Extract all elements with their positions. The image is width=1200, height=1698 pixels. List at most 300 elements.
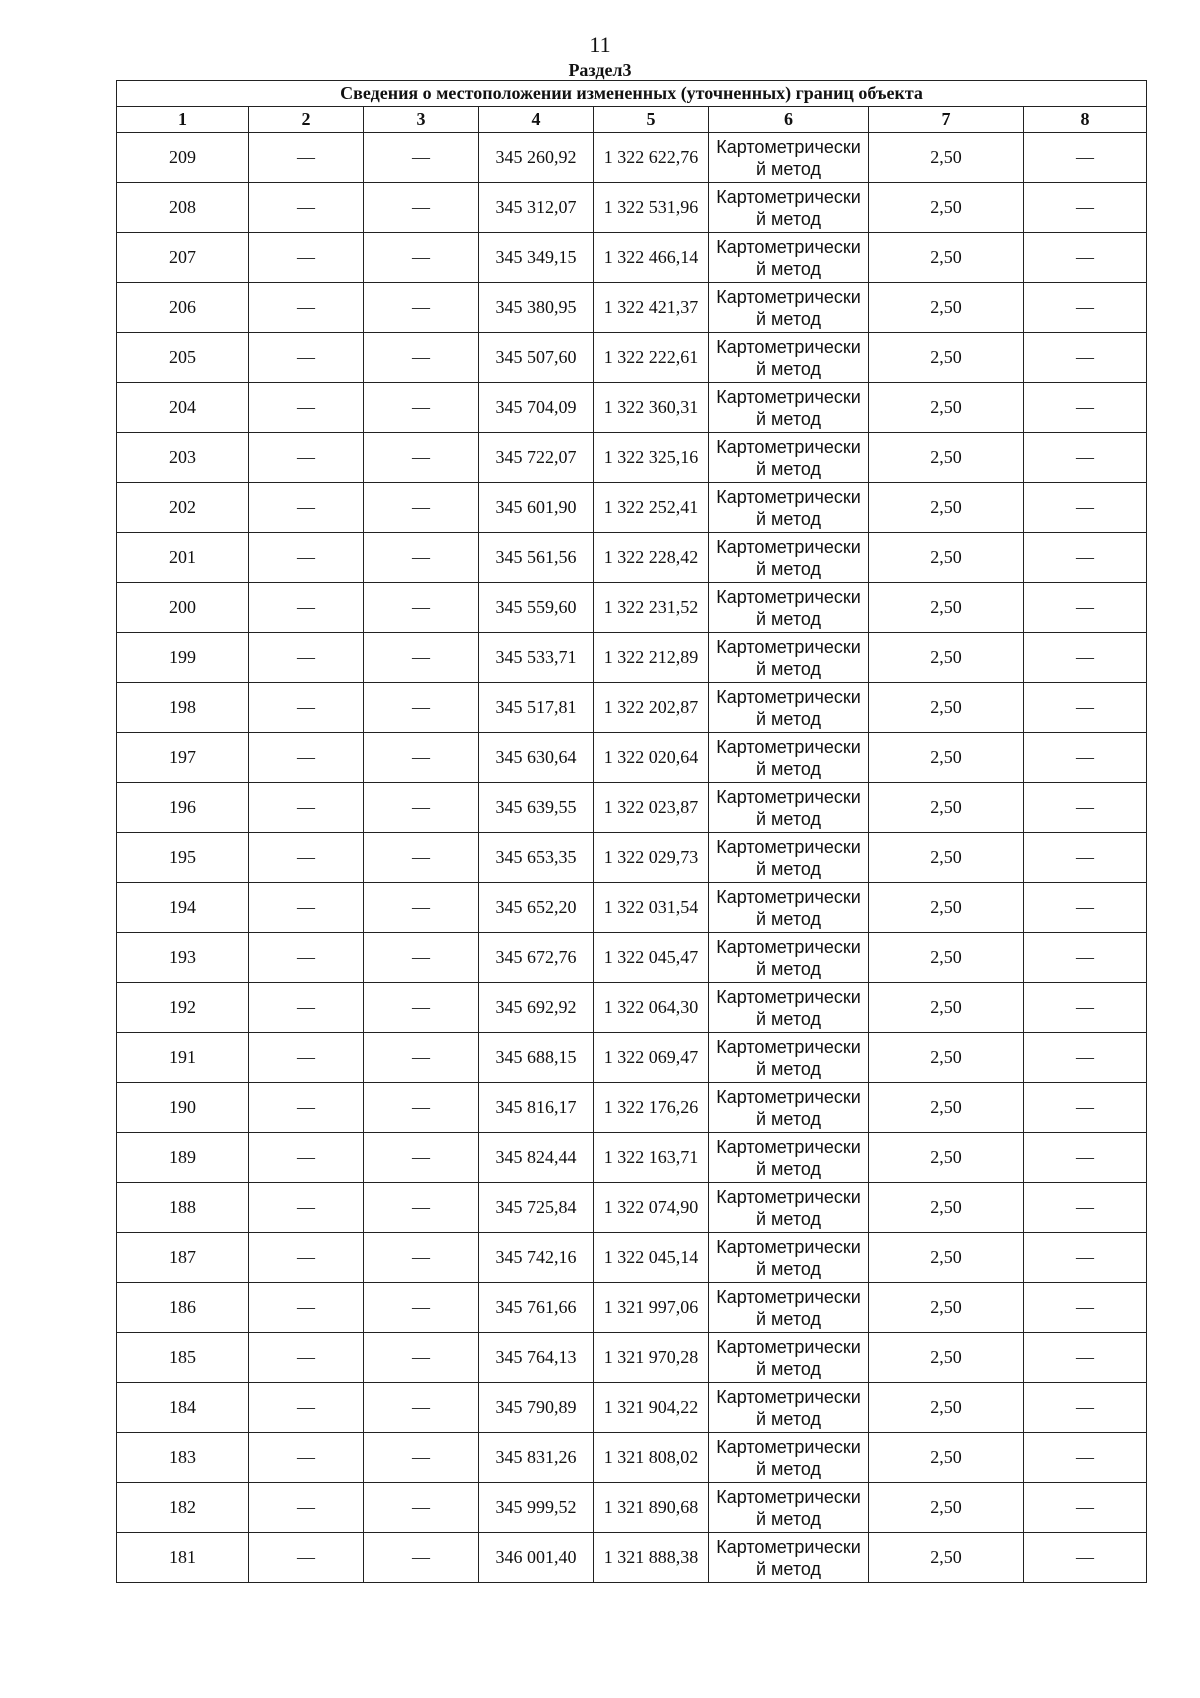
col8-cell: —	[1024, 1083, 1147, 1133]
method-line-2: й метод	[755, 1408, 821, 1429]
col8-cell: —	[1024, 133, 1147, 183]
col2-cell: —	[249, 883, 364, 933]
point-number-cell: 192	[117, 983, 249, 1033]
col2-cell: —	[249, 1133, 364, 1183]
y-coordinate-cell: 1 322 360,31	[594, 383, 709, 433]
point-number-cell: 182	[117, 1483, 249, 1533]
point-number-cell: 187	[117, 1233, 249, 1283]
column-number: 1	[117, 107, 249, 133]
accuracy-cell: 2,50	[869, 783, 1024, 833]
table-row	[117, 733, 1147, 783]
method-line-1: Картометрически	[716, 1286, 861, 1307]
method-line-1: Картометрически	[716, 686, 861, 707]
method-line-1: Картометрически	[716, 736, 861, 757]
x-coordinate-cell: 345 742,16	[479, 1233, 594, 1283]
point-number-cell: 207	[117, 233, 249, 283]
point-number-cell: 186	[117, 1283, 249, 1333]
method-cell	[709, 683, 869, 733]
column-number: 8	[1024, 107, 1147, 133]
table-row	[117, 133, 1147, 183]
method-line-2: й метод	[755, 1108, 821, 1129]
method-line-2: й метод	[755, 1558, 821, 1579]
y-coordinate-cell: 1 322 466,14	[594, 233, 709, 283]
col8-cell: —	[1024, 833, 1147, 883]
col3-cell: —	[364, 383, 479, 433]
method-line-1: Картометрически	[716, 1386, 861, 1407]
col8-cell: —	[1024, 1333, 1147, 1383]
method-line-1: Картометрически	[716, 586, 861, 607]
method-cell	[709, 1233, 869, 1283]
method-line-2: й метод	[755, 158, 821, 179]
accuracy-cell: 2,50	[869, 433, 1024, 483]
y-coordinate-cell: 1 322 231,52	[594, 583, 709, 633]
method-cell	[709, 983, 869, 1033]
table-row	[117, 1483, 1147, 1533]
table-row	[117, 283, 1147, 333]
col8-cell: —	[1024, 983, 1147, 1033]
point-number-cell: 184	[117, 1383, 249, 1433]
method-cell	[709, 1083, 869, 1133]
method-line-2: й метод	[755, 508, 821, 529]
col8-cell: —	[1024, 1033, 1147, 1083]
table-row	[117, 1433, 1147, 1483]
method-line-1: Картометрически	[716, 286, 861, 307]
method-line-2: й метод	[755, 708, 821, 729]
x-coordinate-cell: 345 688,15	[479, 1033, 594, 1083]
accuracy-cell: 2,50	[869, 333, 1024, 383]
table-row	[117, 633, 1147, 683]
point-number-cell: 193	[117, 933, 249, 983]
method-cell	[709, 1033, 869, 1083]
method-line-2: й метод	[755, 1008, 821, 1029]
col8-cell: —	[1024, 1283, 1147, 1333]
x-coordinate-cell: 345 559,60	[479, 583, 594, 633]
col3-cell: —	[364, 1333, 479, 1383]
method-line-1: Картометрически	[716, 236, 861, 257]
col3-cell: —	[364, 283, 479, 333]
accuracy-cell: 2,50	[869, 883, 1024, 933]
method-cell	[709, 583, 869, 633]
column-number: 7	[869, 107, 1024, 133]
col2-cell: —	[249, 983, 364, 1033]
table-row	[117, 1033, 1147, 1083]
method-line-2: й метод	[755, 258, 821, 279]
point-number-cell: 191	[117, 1033, 249, 1083]
table-row	[117, 433, 1147, 483]
col8-cell: —	[1024, 733, 1147, 783]
table-row	[117, 1333, 1147, 1383]
col8-cell: —	[1024, 1133, 1147, 1183]
col3-cell: —	[364, 733, 479, 783]
method-cell	[709, 633, 869, 683]
col2-cell: —	[249, 1533, 364, 1583]
col8-cell: —	[1024, 1533, 1147, 1583]
method-line-2: й метод	[755, 608, 821, 629]
accuracy-cell: 2,50	[869, 983, 1024, 1033]
y-coordinate-cell: 1 322 163,71	[594, 1133, 709, 1183]
method-line-2: й метод	[755, 208, 821, 229]
x-coordinate-cell: 345 349,15	[479, 233, 594, 283]
col2-cell: —	[249, 1483, 364, 1533]
method-line-1: Картометрически	[716, 1186, 861, 1207]
x-coordinate-cell: 345 824,44	[479, 1133, 594, 1183]
col2-cell: —	[249, 1233, 364, 1283]
point-number-cell: 201	[117, 533, 249, 583]
x-coordinate-cell: 345 704,09	[479, 383, 594, 433]
x-coordinate-cell: 345 533,71	[479, 633, 594, 683]
x-coordinate-cell: 345 761,66	[479, 1283, 594, 1333]
table-row	[117, 1083, 1147, 1133]
method-cell	[709, 133, 869, 183]
column-number: 5	[594, 107, 709, 133]
method-cell	[709, 1483, 869, 1533]
point-number-cell: 199	[117, 633, 249, 683]
col8-cell: —	[1024, 233, 1147, 283]
method-line-2: й метод	[755, 408, 821, 429]
table-row	[117, 583, 1147, 633]
y-coordinate-cell: 1 321 890,68	[594, 1483, 709, 1533]
y-coordinate-cell: 1 321 888,38	[594, 1533, 709, 1583]
method-line-1: Картометрически	[716, 1336, 861, 1357]
table-row	[117, 233, 1147, 283]
col2-cell: —	[249, 1033, 364, 1083]
y-coordinate-cell: 1 321 808,02	[594, 1433, 709, 1483]
y-coordinate-cell: 1 322 325,16	[594, 433, 709, 483]
col3-cell: —	[364, 183, 479, 233]
table-row	[117, 933, 1147, 983]
col2-cell: —	[249, 1083, 364, 1133]
col8-cell: —	[1024, 483, 1147, 533]
x-coordinate-cell: 345 312,07	[479, 183, 594, 233]
point-number-cell: 198	[117, 683, 249, 733]
col3-cell: —	[364, 1083, 479, 1133]
accuracy-cell: 2,50	[869, 133, 1024, 183]
method-line-1: Картометрически	[716, 786, 861, 807]
point-number-cell: 185	[117, 1333, 249, 1383]
y-coordinate-cell: 1 322 045,14	[594, 1233, 709, 1283]
accuracy-cell: 2,50	[869, 733, 1024, 783]
col3-cell: —	[364, 783, 479, 833]
col8-cell: —	[1024, 1483, 1147, 1533]
method-cell	[709, 833, 869, 883]
method-line-1: Картометрически	[716, 536, 861, 557]
method-line-1: Картометрически	[716, 186, 861, 207]
column-number: 6	[709, 107, 869, 133]
method-line-2: й метод	[755, 458, 821, 479]
method-line-1: Картометрически	[716, 836, 861, 857]
accuracy-cell: 2,50	[869, 1083, 1024, 1133]
method-line-2: й метод	[755, 1308, 821, 1329]
table-row	[117, 683, 1147, 733]
table-row	[117, 1283, 1147, 1333]
point-number-cell: 208	[117, 183, 249, 233]
point-number-cell: 205	[117, 333, 249, 383]
col3-cell: —	[364, 233, 479, 283]
method-line-1: Картометрически	[716, 1436, 861, 1457]
column-number: 2	[249, 107, 364, 133]
col8-cell: —	[1024, 633, 1147, 683]
x-coordinate-cell: 345 831,26	[479, 1433, 594, 1483]
table-row	[117, 783, 1147, 833]
col2-cell: —	[249, 433, 364, 483]
col8-cell: —	[1024, 583, 1147, 633]
col8-cell: —	[1024, 683, 1147, 733]
accuracy-cell: 2,50	[869, 1033, 1024, 1083]
method-cell	[709, 533, 869, 583]
col3-cell: —	[364, 533, 479, 583]
y-coordinate-cell: 1 322 531,96	[594, 183, 709, 233]
method-cell	[709, 233, 869, 283]
x-coordinate-cell: 345 517,81	[479, 683, 594, 733]
point-number-cell: 181	[117, 1533, 249, 1583]
table-row	[117, 533, 1147, 583]
section-title: Раздел3	[568, 60, 632, 80]
accuracy-cell: 2,50	[869, 483, 1024, 533]
table-row	[117, 983, 1147, 1033]
col3-cell: —	[364, 333, 479, 383]
method-line-2: й метод	[755, 658, 821, 679]
col8-cell: —	[1024, 383, 1147, 433]
x-coordinate-cell: 345 639,55	[479, 783, 594, 833]
col8-cell: —	[1024, 933, 1147, 983]
y-coordinate-cell: 1 322 622,76	[594, 133, 709, 183]
column-number-row	[117, 107, 1147, 133]
table-row	[117, 1183, 1147, 1233]
point-number-cell: 183	[117, 1433, 249, 1483]
point-number-cell: 200	[117, 583, 249, 633]
page-number: 11	[589, 32, 611, 57]
col3-cell: —	[364, 1133, 479, 1183]
col2-cell: —	[249, 683, 364, 733]
x-coordinate-cell: 345 722,07	[479, 433, 594, 483]
accuracy-cell: 2,50	[869, 233, 1024, 283]
accuracy-cell: 2,50	[869, 383, 1024, 433]
x-coordinate-cell: 346 001,40	[479, 1533, 594, 1583]
col3-cell: —	[364, 683, 479, 733]
col2-cell: —	[249, 1183, 364, 1233]
method-cell	[709, 1283, 869, 1333]
x-coordinate-cell: 345 561,56	[479, 533, 594, 583]
accuracy-cell: 2,50	[869, 633, 1024, 683]
y-coordinate-cell: 1 321 970,28	[594, 1333, 709, 1383]
method-line-2: й метод	[755, 1508, 821, 1529]
point-number-cell: 194	[117, 883, 249, 933]
accuracy-cell: 2,50	[869, 683, 1024, 733]
method-line-2: й метод	[755, 908, 821, 929]
method-cell	[709, 1133, 869, 1183]
col2-cell: —	[249, 833, 364, 883]
method-line-2: й метод	[755, 1058, 821, 1079]
column-number: 3	[364, 107, 479, 133]
method-cell	[709, 283, 869, 333]
method-line-2: й метод	[755, 958, 821, 979]
y-coordinate-cell: 1 322 029,73	[594, 833, 709, 883]
method-cell	[709, 933, 869, 983]
x-coordinate-cell: 345 653,35	[479, 833, 594, 883]
method-line-2: й метод	[755, 808, 821, 829]
col8-cell: —	[1024, 333, 1147, 383]
y-coordinate-cell: 1 322 074,90	[594, 1183, 709, 1233]
method-cell	[709, 183, 869, 233]
table-caption: Сведения о местоположении измененных (уточненных) границ объекта	[117, 81, 1147, 107]
col8-cell: —	[1024, 1183, 1147, 1233]
method-cell	[709, 333, 869, 383]
method-line-1: Картометрически	[716, 336, 861, 357]
x-coordinate-cell: 345 692,92	[479, 983, 594, 1033]
accuracy-cell: 2,50	[869, 1183, 1024, 1233]
method-line-2: й метод	[755, 858, 821, 879]
col2-cell: —	[249, 333, 364, 383]
point-number-cell: 209	[117, 133, 249, 183]
col2-cell: —	[249, 383, 364, 433]
x-coordinate-cell: 345 999,52	[479, 1483, 594, 1533]
accuracy-cell: 2,50	[869, 833, 1024, 883]
col8-cell: —	[1024, 533, 1147, 583]
col8-cell: —	[1024, 1433, 1147, 1483]
method-line-2: й метод	[755, 358, 821, 379]
x-coordinate-cell: 345 652,20	[479, 883, 594, 933]
method-line-1: Картометрически	[716, 1486, 861, 1507]
point-number-cell: 195	[117, 833, 249, 883]
method-line-2: й метод	[755, 558, 821, 579]
col3-cell: —	[364, 1533, 479, 1583]
col3-cell: —	[364, 133, 479, 183]
col8-cell: —	[1024, 783, 1147, 833]
point-number-cell: 202	[117, 483, 249, 533]
col3-cell: —	[364, 1383, 479, 1433]
table-row	[117, 1533, 1147, 1583]
method-line-2: й метод	[755, 1458, 821, 1479]
x-coordinate-cell: 345 260,92	[479, 133, 594, 183]
table-row	[117, 183, 1147, 233]
col8-cell: —	[1024, 883, 1147, 933]
col3-cell: —	[364, 1233, 479, 1283]
col3-cell: —	[364, 1483, 479, 1533]
col2-cell: —	[249, 783, 364, 833]
x-coordinate-cell: 345 816,17	[479, 1083, 594, 1133]
y-coordinate-cell: 1 322 228,42	[594, 533, 709, 583]
method-cell	[709, 783, 869, 833]
point-number-cell: 203	[117, 433, 249, 483]
method-line-1: Картометрически	[716, 986, 861, 1007]
col2-cell: —	[249, 1333, 364, 1383]
col2-cell: —	[249, 233, 364, 283]
x-coordinate-cell: 345 764,13	[479, 1333, 594, 1383]
accuracy-cell: 2,50	[869, 1383, 1024, 1433]
table-row	[117, 333, 1147, 383]
col2-cell: —	[249, 1433, 364, 1483]
y-coordinate-cell: 1 322 045,47	[594, 933, 709, 983]
accuracy-cell: 2,50	[869, 583, 1024, 633]
col2-cell: —	[249, 633, 364, 683]
method-line-1: Картометрически	[716, 1086, 861, 1107]
method-line-1: Картометрически	[716, 1036, 861, 1057]
method-line-1: Картометрически	[716, 1136, 861, 1157]
method-line-2: й метод	[755, 1358, 821, 1379]
accuracy-cell: 2,50	[869, 1433, 1024, 1483]
method-cell	[709, 1333, 869, 1383]
table-row	[117, 1233, 1147, 1283]
point-number-cell: 206	[117, 283, 249, 333]
method-line-1: Картометрически	[716, 136, 861, 157]
table-body	[117, 133, 1147, 1583]
accuracy-cell: 2,50	[869, 1483, 1024, 1533]
col2-cell: —	[249, 1283, 364, 1333]
method-cell	[709, 1383, 869, 1433]
boundary-coordinates-table	[116, 80, 1147, 1583]
accuracy-cell: 2,50	[869, 1283, 1024, 1333]
col3-cell: —	[364, 983, 479, 1033]
y-coordinate-cell: 1 322 252,41	[594, 483, 709, 533]
method-cell	[709, 733, 869, 783]
col3-cell: —	[364, 933, 479, 983]
col8-cell: —	[1024, 183, 1147, 233]
method-cell	[709, 1433, 869, 1483]
col8-cell: —	[1024, 1233, 1147, 1283]
method-cell	[709, 1533, 869, 1583]
method-line-1: Картометрически	[716, 936, 861, 957]
method-line-1: Картометрически	[716, 1236, 861, 1257]
method-line-2: й метод	[755, 758, 821, 779]
x-coordinate-cell: 345 790,89	[479, 1383, 594, 1433]
col3-cell: —	[364, 1183, 479, 1233]
y-coordinate-cell: 1 322 176,26	[594, 1083, 709, 1133]
point-number-cell: 189	[117, 1133, 249, 1183]
accuracy-cell: 2,50	[869, 1333, 1024, 1383]
table-row	[117, 1383, 1147, 1433]
col2-cell: —	[249, 583, 364, 633]
method-line-1: Картометрически	[716, 386, 861, 407]
y-coordinate-cell: 1 321 997,06	[594, 1283, 709, 1333]
method-cell	[709, 883, 869, 933]
accuracy-cell: 2,50	[869, 1133, 1024, 1183]
y-coordinate-cell: 1 322 069,47	[594, 1033, 709, 1083]
method-line-1: Картометрически	[716, 1536, 861, 1557]
col3-cell: —	[364, 1283, 479, 1333]
accuracy-cell: 2,50	[869, 1233, 1024, 1283]
method-cell	[709, 483, 869, 533]
col2-cell: —	[249, 183, 364, 233]
x-coordinate-cell: 345 380,95	[479, 283, 594, 333]
method-cell	[709, 383, 869, 433]
y-coordinate-cell: 1 322 064,30	[594, 983, 709, 1033]
method-line-1: Картометрически	[716, 486, 861, 507]
col2-cell: —	[249, 733, 364, 783]
col3-cell: —	[364, 833, 479, 883]
x-coordinate-cell: 345 725,84	[479, 1183, 594, 1233]
method-line-1: Картометрически	[716, 436, 861, 457]
table-row	[117, 383, 1147, 433]
col3-cell: —	[364, 1433, 479, 1483]
point-number-cell: 197	[117, 733, 249, 783]
column-number: 4	[479, 107, 594, 133]
x-coordinate-cell: 345 672,76	[479, 933, 594, 983]
col2-cell: —	[249, 133, 364, 183]
y-coordinate-cell: 1 322 023,87	[594, 783, 709, 833]
col3-cell: —	[364, 433, 479, 483]
col3-cell: —	[364, 1033, 479, 1083]
method-line-2: й метод	[755, 1208, 821, 1229]
table-row	[117, 1133, 1147, 1183]
y-coordinate-cell: 1 322 202,87	[594, 683, 709, 733]
x-coordinate-cell: 345 601,90	[479, 483, 594, 533]
point-number-cell: 204	[117, 383, 249, 433]
accuracy-cell: 2,50	[869, 1533, 1024, 1583]
col2-cell: —	[249, 533, 364, 583]
col2-cell: —	[249, 1383, 364, 1433]
method-line-2: й метод	[755, 1258, 821, 1279]
col8-cell: —	[1024, 1383, 1147, 1433]
